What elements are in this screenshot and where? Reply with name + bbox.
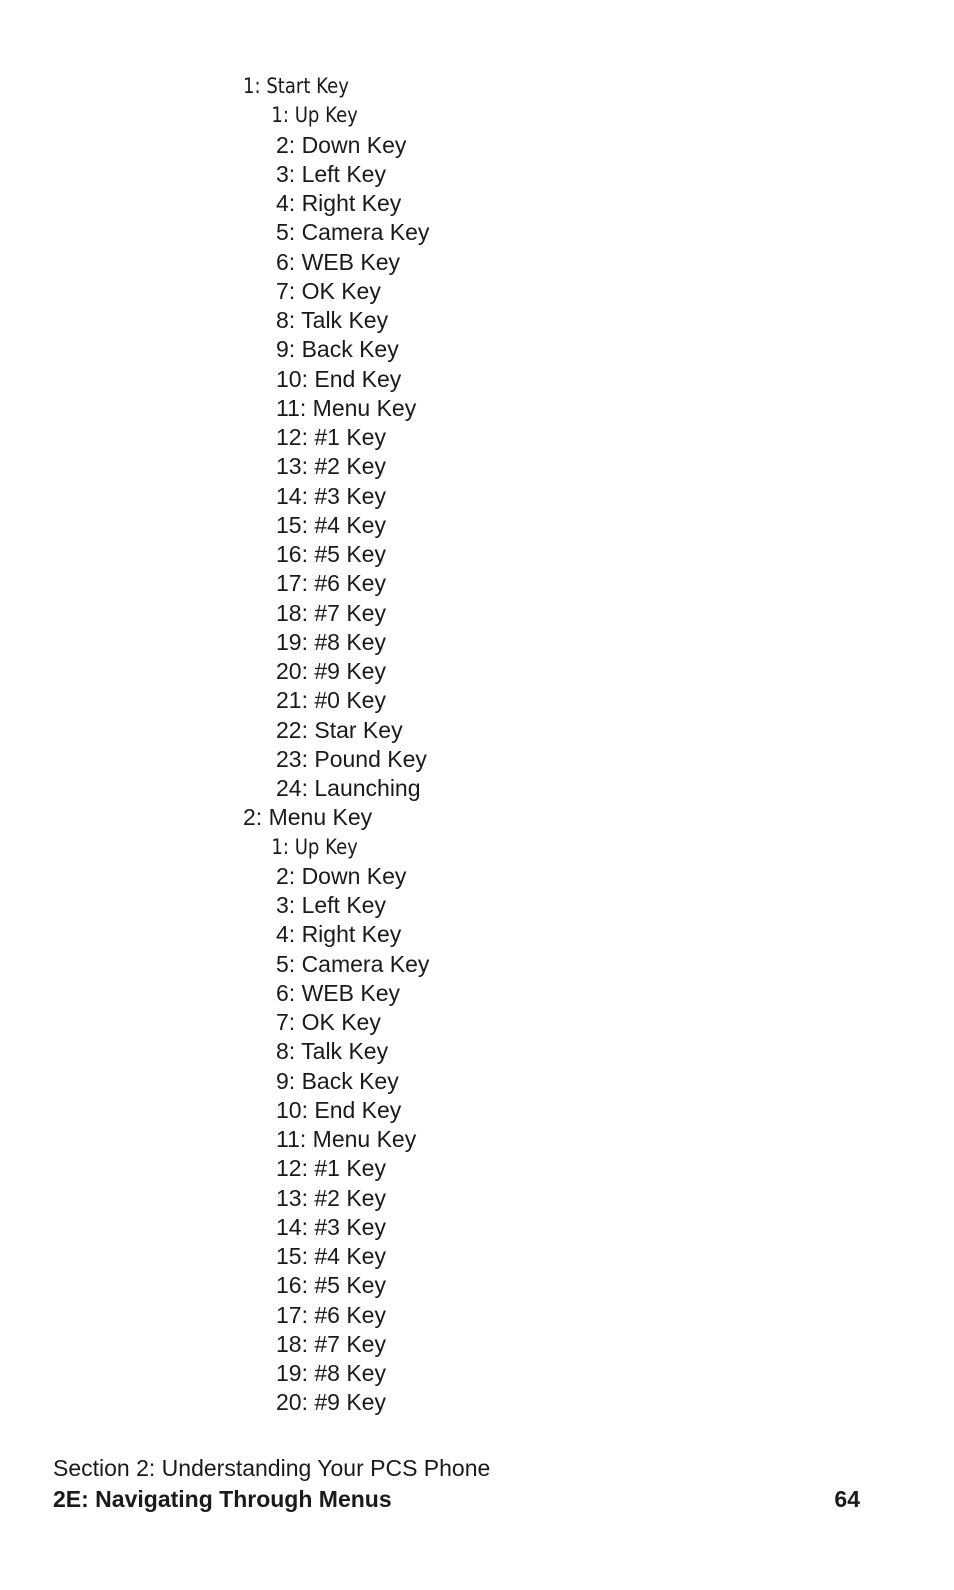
menu-item: 1: Start Key — [243, 74, 349, 98]
submenu-item: 1: Up Key — [271, 103, 358, 128]
submenu-item: 16: #5 Key — [276, 1272, 386, 1299]
submenu-item: 24: Launching — [276, 775, 421, 801]
submenu-item: 9: Back Key — [276, 1067, 399, 1094]
submenu-item: 16: #5 Key — [276, 541, 386, 567]
submenu-item: 13: #2 Key — [276, 1184, 386, 1211]
submenu-item: 5: Camera Key — [276, 219, 430, 246]
submenu-item: 2: Down Key — [276, 862, 407, 889]
submenu-item: 19: #8 Key — [276, 628, 386, 655]
submenu-item: 20: #9 Key — [276, 658, 386, 684]
submenu-item: 6: WEB Key — [276, 248, 400, 275]
submenu-item: 8: Talk Key — [276, 1038, 389, 1065]
submenu-item: 10: End Key — [276, 1096, 402, 1123]
footer-chapter-title: 2E: Navigating Through Menus — [53, 1486, 392, 1512]
submenu-item: 19: #8 Key — [276, 1360, 386, 1386]
footer-section-title: Section 2: Understanding Your PCS Phone — [53, 1455, 491, 1481]
submenu-item: 14: #3 Key — [276, 1213, 386, 1240]
submenu-item: 23: Pound Key — [276, 745, 427, 772]
submenu-item: 7: OK Key — [276, 277, 381, 304]
menu-tree — [243, 72, 429, 1418]
submenu-item: 8: Talk Key — [276, 307, 389, 333]
page-number: 64 — [834, 1486, 860, 1512]
submenu-item: 18: #7 Key — [276, 1330, 386, 1357]
submenu-item: 6: WEB Key — [276, 979, 400, 1006]
submenu-item: 22: Star Key — [276, 716, 403, 743]
submenu-item: 2: Down Key — [276, 131, 407, 158]
submenu-item: 11: Menu Key — [276, 394, 417, 421]
submenu-item: 12: #1 Key — [276, 424, 386, 450]
submenu-item: 18: #7 Key — [276, 599, 386, 626]
submenu-item: 7: OK Key — [276, 1009, 381, 1035]
submenu-item: 17: #6 Key — [276, 1301, 386, 1328]
submenu-item: 21: #0 Key — [276, 687, 386, 714]
submenu-item: 15: #4 Key — [276, 1243, 386, 1269]
submenu-item: 3: Left Key — [276, 160, 386, 187]
submenu-item: 3: Left Key — [276, 892, 386, 918]
submenu-item: 5: Camera Key — [276, 950, 430, 977]
submenu-item: 11: Menu Key — [276, 1126, 417, 1152]
submenu-item: 4: Right Key — [276, 921, 402, 948]
submenu-item: 15: #4 Key — [276, 511, 386, 538]
submenu-item: 1: Up Key — [271, 834, 358, 859]
submenu-item: 4: Right Key — [276, 190, 402, 216]
submenu-item: 14: #3 Key — [276, 482, 386, 509]
submenu-item: 12: #1 Key — [276, 1155, 386, 1182]
submenu-item: 17: #6 Key — [276, 570, 386, 597]
submenu-item: 20: #9 Key — [276, 1389, 386, 1416]
submenu-item: 9: Back Key — [276, 336, 399, 363]
menu-item: 2: Menu Key — [243, 804, 373, 831]
submenu-item: 13: #2 Key — [276, 453, 386, 480]
submenu-item: 10: End Key — [276, 365, 402, 392]
